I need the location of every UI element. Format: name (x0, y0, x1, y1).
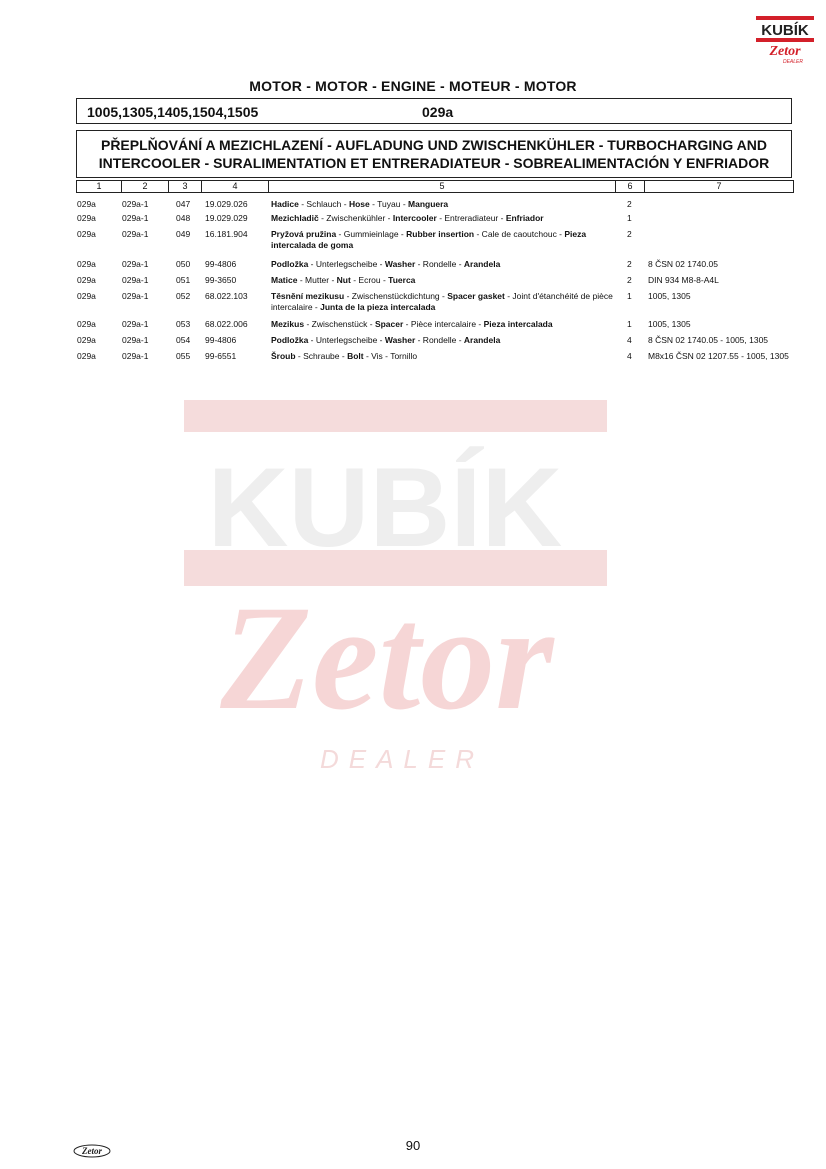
column-header-5: 5 (439, 181, 445, 191)
row-group: 029a (77, 259, 96, 269)
row-position: 049 (176, 229, 191, 239)
row-subgroup: 029a-1 (122, 229, 149, 239)
row-description: Podložka - Unterlegscheibe - Washer - Rondelle - Arandela (271, 335, 501, 345)
row-position: 052 (176, 291, 191, 301)
row-group: 029a (77, 335, 96, 345)
column-header (76, 180, 794, 193)
row-description: Matice - Mutter - Nut - Ecrou - Tuerca (271, 275, 416, 285)
row-part-number: 16.181.904 (205, 229, 248, 239)
row-description: Mezikus - Zwischenstück - Spacer - Pièce intercalaire - Pieza intercalada (271, 319, 553, 329)
row-description: Hadice - Schlauch - Hose - Tuyau - Manguera (271, 199, 449, 209)
table-row (0, 291, 826, 319)
row-note: M8x16 ČSN 02 1207.55 - 1005, 1305 (648, 351, 789, 361)
parts-table (0, 199, 826, 375)
table-row (0, 199, 826, 213)
row-group: 029a (77, 213, 96, 223)
watermark-sub-text: Zetor (220, 575, 554, 741)
watermark-brand-text: KUBÍK (207, 445, 563, 570)
row-position: 048 (176, 213, 191, 223)
column-header-3: 3 (182, 181, 188, 191)
watermark-dealer-text: DEALER (319, 744, 485, 774)
row-quantity: 2 (627, 229, 632, 239)
row-subgroup: 029a-1 (122, 335, 149, 345)
model-box (76, 98, 792, 124)
table-row (0, 259, 826, 275)
row-quantity: 2 (627, 275, 632, 285)
row-part-number: 99-4806 (205, 259, 237, 269)
row-group: 029a (77, 275, 96, 285)
logo-sub-text: Zetor (769, 44, 801, 59)
table-row (0, 213, 826, 229)
group-title-box (76, 130, 792, 178)
row-quantity: 4 (627, 335, 632, 345)
row-subgroup: 029a-1 (122, 319, 149, 329)
group-code: 029a (422, 104, 454, 120)
row-description: Šroub - Schraube - Bolt - Vis - Tornillo (271, 351, 418, 361)
kubik-zetor-logo (756, 16, 814, 68)
row-part-number: 99-4806 (205, 335, 237, 345)
row-quantity: 2 (627, 199, 632, 209)
row-note: 1005, 1305 (648, 319, 691, 329)
row-position: 051 (176, 275, 191, 285)
row-part-number: 68.022.103 (205, 291, 248, 301)
table-row (0, 229, 826, 259)
row-group: 029a (77, 319, 96, 329)
row-note: DIN 934 M8-8-A4L (648, 275, 719, 285)
logo-brand-text: KUBÍK (761, 22, 809, 39)
row-part-number: 99-3650 (205, 275, 237, 285)
table-row (0, 351, 826, 375)
row-quantity: 1 (627, 291, 632, 301)
table-row (0, 275, 826, 291)
column-header-2: 2 (142, 181, 148, 191)
row-quantity: 4 (627, 351, 632, 361)
column-header-6: 6 (627, 181, 633, 191)
row-quantity: 2 (627, 259, 632, 269)
row-subgroup: 029a-1 (122, 213, 149, 223)
column-header-4: 4 (232, 181, 238, 191)
row-note: 1005, 1305 (648, 291, 691, 301)
row-note: 8 ČSN 02 1740.05 (648, 259, 718, 269)
table-row (0, 319, 826, 335)
row-quantity: 1 (627, 319, 632, 329)
row-position: 053 (176, 319, 191, 329)
row-group: 029a (77, 351, 96, 361)
row-position: 050 (176, 259, 191, 269)
row-group: 029a (77, 199, 96, 209)
page-number: 90 (405, 1138, 421, 1153)
row-quantity: 1 (627, 213, 632, 223)
row-subgroup: 029a-1 (122, 199, 149, 209)
column-header-1: 1 (96, 181, 102, 191)
row-subgroup: 029a-1 (122, 291, 149, 301)
model-list: 1005,1305,1405,1504,1505 (87, 104, 259, 120)
row-description: Pryžová pružina - Gummieinlage - Rubber insertion - Cale de caoutchouc - Pieza intercalada de goma (271, 229, 587, 250)
row-position: 055 (176, 351, 191, 361)
group-title-line-1: PŘEPLŇOVÁNÍ A MEZICHLAZENÍ - AUFLADUNG UND ZWISCHENKÜHLER - TURBOCHARGING AND (100, 137, 767, 153)
row-group: 029a (77, 291, 96, 301)
row-description: Podložka - Unterlegscheibe - Washer - Rondelle - Arandela (271, 259, 501, 269)
footer-logo-text: Zetor (82, 1146, 102, 1156)
row-description: Těsnění mezikusu - Zwischenstückdichtung - Spacer gasket - Joint d'étanchéité de pièce intercalaire - Junta de la pieza intercalada (271, 291, 613, 312)
row-subgroup: 029a-1 (122, 351, 149, 361)
column-header-7: 7 (716, 181, 722, 191)
table-row (0, 335, 826, 351)
row-group: 029a (77, 229, 96, 239)
row-part-number: 19.029.026 (205, 199, 248, 209)
kubik-zetor-watermark (182, 398, 612, 778)
row-part-number: 68.022.006 (205, 319, 248, 329)
row-position: 047 (176, 199, 191, 209)
row-subgroup: 029a-1 (122, 259, 149, 269)
section-title: MOTOR - MOTOR - ENGINE - MOTEUR - MOTOR (249, 78, 577, 94)
logo-dealer-text: DEALER (782, 59, 804, 65)
row-part-number: 19.029.029 (205, 213, 248, 223)
row-position: 054 (176, 335, 191, 345)
row-note: 8 ČSN 02 1740.05 - 1005, 1305 (648, 335, 769, 345)
row-subgroup: 029a-1 (122, 275, 149, 285)
group-title-line-2: INTERCOOLER - SURALIMENTATION ET ENTRERADIATEUR - SOBREALIMENTACIÓN Y ENFRIADOR (98, 155, 770, 171)
row-part-number: 99-6551 (205, 351, 237, 361)
row-description: Mezichladič - Zwischenkühler - Intercooler - Entreradiateur - Enfriador (271, 213, 544, 223)
